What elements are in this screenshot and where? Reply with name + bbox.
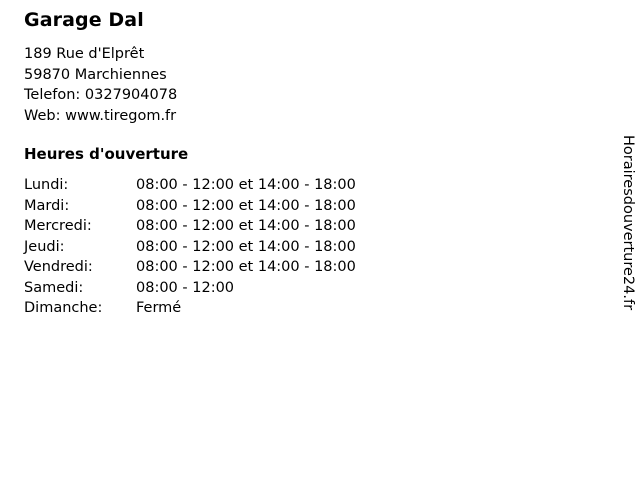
day-label: Lundi: (24, 177, 69, 193)
address-block (24, 44, 177, 126)
day-label: Jeudi: (24, 238, 65, 255)
address-line-web: Web: www.tiregom.fr (24, 107, 177, 124)
address-line-city: 59870 Marchiennes (24, 66, 167, 83)
table-row (24, 298, 356, 319)
day-hours: Fermé (136, 300, 182, 316)
address-line-phone: Telefon: 0327904078 (24, 87, 178, 103)
day-hours: 08:00 - 12:00 et 14:00 - 18:00 (136, 197, 356, 214)
watermark-brand: Horairesdouverture24.fr (620, 135, 636, 311)
day-hours: 08:00 - 12:00 et 14:00 - 18:00 (136, 177, 356, 193)
day-hours: 08:00 - 12:00 (136, 279, 235, 296)
page-title: Garage Dal (24, 9, 144, 31)
day-hours: 08:00 - 12:00 et 14:00 - 18:00 (136, 238, 356, 255)
day-label: Dimanche: (24, 300, 103, 316)
opening-hours-table (24, 175, 356, 319)
address-line-street: 189 Rue d'Elprêt (24, 46, 145, 62)
table-row (24, 196, 356, 217)
table-row (24, 257, 356, 278)
day-label: Samedi: (24, 279, 84, 296)
table-row (24, 237, 356, 258)
table-row (24, 216, 356, 237)
day-label: Mardi: (24, 197, 70, 214)
table-row (24, 175, 356, 196)
day-label: Vendredi: (24, 259, 93, 275)
table-row (24, 278, 356, 299)
opening-hours-heading: Heures d'ouverture (24, 145, 189, 163)
day-label: Mercredi: (24, 218, 92, 234)
day-hours: 08:00 - 12:00 et 14:00 - 18:00 (136, 259, 356, 275)
day-hours: 08:00 - 12:00 et 14:00 - 18:00 (136, 218, 356, 234)
